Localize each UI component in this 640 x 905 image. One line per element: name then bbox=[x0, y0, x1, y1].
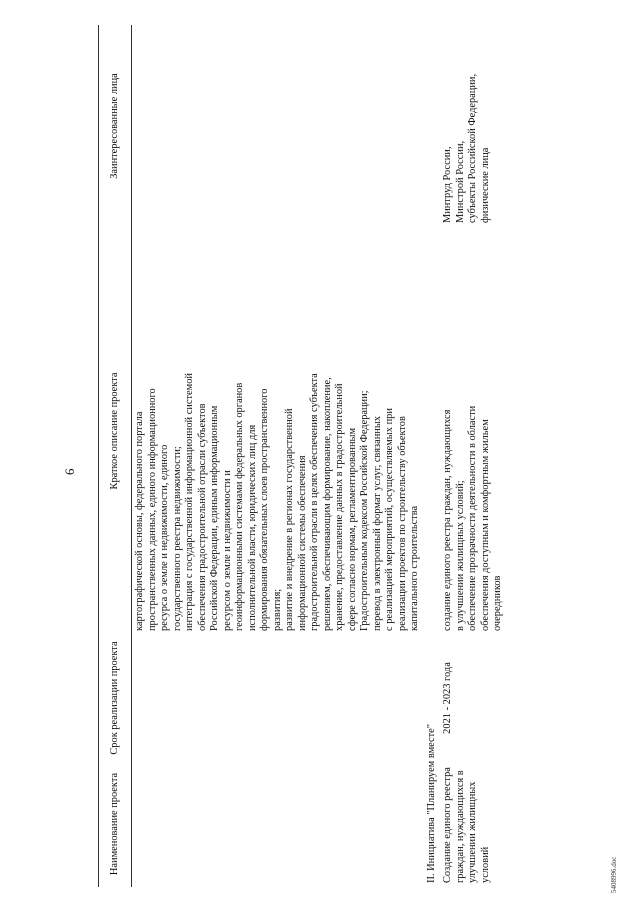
description-line: обеспечение прозрачности деятельности в области bbox=[467, 405, 478, 631]
description-line: хранение, предоставление данных в градостроительной bbox=[334, 383, 345, 631]
description-line: в улучшении жилищных условий; bbox=[454, 480, 466, 631]
page-number: 6 bbox=[62, 468, 77, 475]
description-line: обеспечения градостроительной отрасли субъектов bbox=[196, 403, 208, 631]
table-row bbox=[440, 25, 507, 887]
continued-name-cell bbox=[132, 761, 424, 887]
description-line: интеграция с государственной информационной системой bbox=[184, 373, 195, 631]
project-name-cell bbox=[440, 761, 507, 887]
description-line: ресурса о земле и недвижимости, единого bbox=[159, 444, 170, 631]
file-stamp: 5408996.doc bbox=[610, 856, 618, 893]
header-project-name: Наименование проекта bbox=[99, 761, 132, 887]
header-description: Краткое описание проекта bbox=[99, 227, 132, 635]
description-line: решением, обеспечивающим формирование, накопление, bbox=[321, 377, 333, 631]
description-line: сфере согласно нормам, регламентированным bbox=[346, 427, 358, 631]
project-description-cell bbox=[440, 227, 507, 635]
description-line: реализации проектов по строительству объектов bbox=[396, 416, 408, 631]
stakeholder-line: субъекты Российской Федерации, bbox=[467, 73, 478, 223]
continued-stakeholders-cell bbox=[132, 25, 424, 227]
description-line: обеспечения доступным и комфортным жильем bbox=[479, 419, 491, 631]
description-line: картографической основы, федерального портала bbox=[134, 411, 145, 631]
header-term: Срок реализации проекта bbox=[99, 635, 132, 761]
description-line: исполнительной власти, юридических лиц для bbox=[246, 424, 258, 631]
header-stakeholders: Заинтересованные лица bbox=[99, 25, 132, 227]
continued-row bbox=[132, 25, 424, 887]
project-stakeholders-cell bbox=[440, 25, 507, 227]
description-line: ресурсом о земле и недвижимости и bbox=[221, 470, 233, 631]
description-line: очередников bbox=[492, 575, 503, 631]
project-term-cell: 2021 - 2023 года bbox=[442, 662, 453, 734]
description-line: развитие и внедрение в регионах государственной bbox=[284, 408, 295, 631]
stakeholder-line: Минстрой России, bbox=[454, 140, 466, 223]
stakeholder-line: физические лица bbox=[479, 147, 491, 223]
continued-term-cell bbox=[132, 635, 424, 761]
description-line: пространственных данных, единого информационного bbox=[146, 388, 158, 631]
description-line: информационной системы обеспечения bbox=[296, 455, 308, 631]
table-header-row bbox=[99, 25, 132, 887]
project-name-line: Создание единого реестра bbox=[442, 767, 453, 883]
description-line: перевод в электронный формат услуг, связанных bbox=[371, 416, 383, 631]
description-line: капитального строительства bbox=[409, 505, 420, 631]
description-line: развития; bbox=[271, 588, 283, 631]
stakeholder-line: Минтруд России, bbox=[442, 146, 453, 223]
description-line: Градостроительным кодексом Российской Федерации; bbox=[359, 390, 370, 631]
description-line: создание единого реестра граждан, нуждающихся bbox=[442, 409, 453, 631]
project-name-line: условий bbox=[479, 846, 491, 883]
project-name-line: граждан, нуждающихся в bbox=[454, 770, 466, 883]
section-title: II. Инициатива "Планируем вместе" bbox=[425, 723, 437, 883]
description-line: с реализацией мероприятий, осуществляемых при bbox=[384, 408, 395, 631]
description-line: градостроительной отрасли в целях обеспечения субъекта bbox=[309, 373, 320, 631]
project-name-line: улучшении жилищных bbox=[467, 781, 478, 883]
description-line: геоинформационными системами федеральных органов bbox=[234, 382, 245, 631]
projects-table bbox=[98, 25, 507, 887]
continued-description-cell bbox=[132, 227, 424, 635]
description-line: Российской Федерации, единым информационным bbox=[209, 405, 220, 631]
section-row bbox=[424, 25, 441, 887]
description-line: государственного реестра недвижимости; bbox=[171, 446, 183, 631]
description-line: формирования обязательных слоев пространственного bbox=[259, 388, 270, 631]
